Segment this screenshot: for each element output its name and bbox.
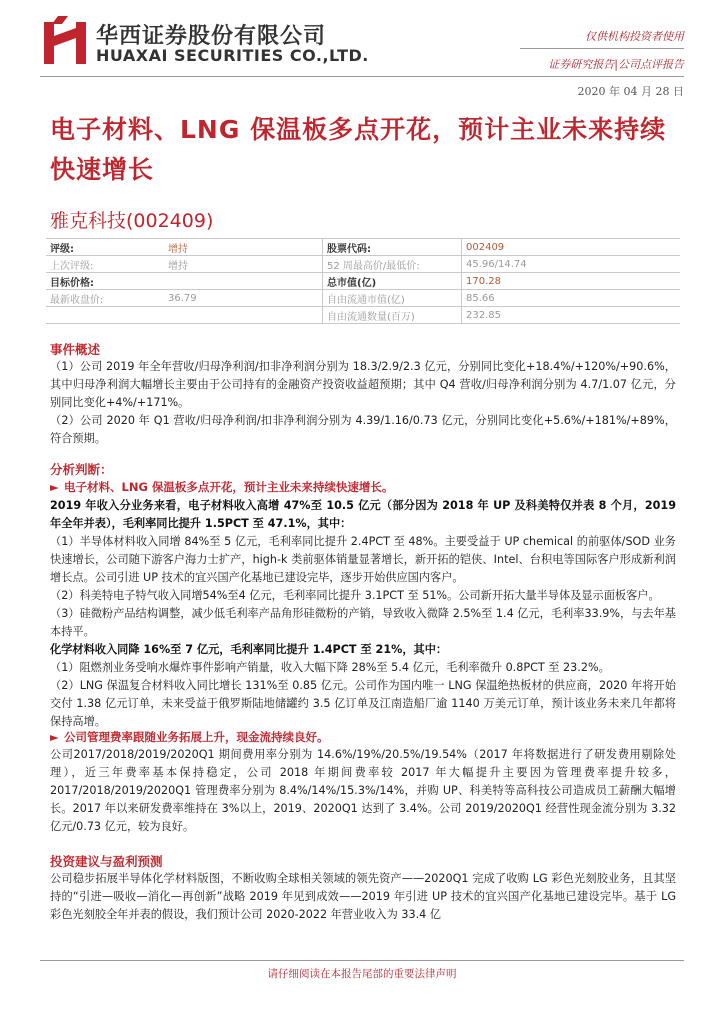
chemical-materials-lead: 化学材料收入同降 16%至 7 亿元，毛利率同比提升 1.4PCT 至 21%，其中： [50,643,448,656]
rating-value: 增持 [164,239,323,256]
analysis-body-2 [50,746,676,836]
bullet-2 [50,729,329,745]
header-divider-short [520,48,684,49]
stock-code-value: 002409 [462,239,681,256]
free-float-cap-label: 自由流通市值(亿) [323,290,462,307]
market-cap-label: 总市值(亿) [323,273,462,290]
bullet-2-text: 公司管理费率跟随业务拓展上升，现金流持续良好。 [64,730,329,744]
huaxi-logo-icon [44,16,86,64]
52w-range-value: 45.96/14.74 [462,256,681,273]
empty-cell [46,307,164,324]
bullet-arrow-icon: ► [50,480,59,494]
report-type-tag: 证券研究报告|公司点评报告 [548,58,684,71]
header-divider [40,76,684,77]
table-row [46,290,680,307]
event-paragraph-2: （2）公司 2020 年 Q1 营收/归母净利润/扣非净利润分别为 4.39/1.16/0.73 亿元，分别同比变化+5.6%/+181%/+89%，符合预期。 [50,414,676,445]
rating-label: 评级: [46,239,164,256]
event-paragraph-1: （1）公司 2019 年全年营收/归母净利润/扣非净利润分别为 18.3/2.9/2.3 亿元，分别同比变化+18.4%/+120%/+90.6%，其中归母净利润大幅增长主要由于公司持有的金融资产投资收益超预期；其中 Q4 营收/归母净利润分别为 4.7/1.07 亿元，分别同比变化+4%/+171%。 [50,360,676,409]
footer-divider [40,960,684,961]
free-float-cap-value: 85.66 [462,290,681,307]
free-float-shares-label: 自由流通数量(百万) [323,307,462,324]
table-row [46,307,680,324]
expense-paragraph: 公司2017/2018/2019/2020Q1 期间费用率分别为 14.6%/19%/20.5%/19.54%（2017 年将数据进行了研发费用剔除处理），近三年费率基本保持稳定，公司 2018 年期间费率较 2017 年大幅提升主要因为管理费率提升较多，2017/2018/2019/2020Q1 管理费率分别为 8.4%/14%/15.3%/14%，并购 UP、科美特等高科技公司造成员工薪酬大幅增长。2017 年以来研发费率维持在 3%以上，2019、2020Q1 达到了 3.4%。公司 2019/2020Q1 经营性现金流分别为 3.32 亿元/0.73 亿元，较为良好。 [50,748,676,833]
prev-rating-value: 增持 [164,256,323,273]
event-heading: 事件概述 [50,342,101,357]
invest-heading: 投资建议与盈利预测 [50,854,163,869]
last-close-label: 最新收盘价: [46,290,164,307]
bullet-arrow-icon: ► [50,730,59,744]
event-body [50,358,676,448]
market-cap-value: 170.28 [462,273,681,290]
prev-rating-label: 上次评级: [46,256,164,273]
empty-cell [164,307,323,324]
target-price-value [164,273,323,290]
electronic-materials-lead: 2019 年收入分业务来看，电子材料收入高增 47%至 10.5 亿元（部分因为 2018 年 UP 及科美特仅并表 8 个月，2019 年全年并表），毛利率同比提升 1.5PCT 至 47.1%，其中： [50,499,676,530]
analysis-heading: 分析判断： [50,462,113,477]
company-name-cn: 华西证券股份有限公司 [96,24,327,49]
semiconductor-paragraph: （1）半导体材料收入同增 84%至 5 亿元，毛利率同比提升 2.4PCT 至 48%。主要受益于 UP chemical 的前驱体/SOD 业务快速增长，公司随下游客户海力士扩产，high-k 类前驱体销量显著增长，新开拓的铠侠、Intel、台积电等国际客户形成新利润增长点。公司引进 UP 技术的宜兴国产化基地已建设完毕，逐步开始供应国内客户。 [50,535,676,584]
invest-paragraph: 公司稳步拓展半导体化学材料版图，不断收购全球相关领域的领先资产——2020Q1 完成了收购 LG 彩色光刻胶业务，且其坚持的“引进—吸收—消化—再创新”战略 2019 年见到成效——2019 年引进 UP 技术的宜兴国产化基地已建设完毕。基于 LG 彩色光刻胶全年并表的假设，我们预计公司 2020-2022 年营业收入为 33.4 亿 [50,872,676,921]
company-name-en: HUAXAI SECURITIES CO.,LTD. [96,46,369,65]
invest-body [50,870,676,924]
report-date: 2020 年 04 月 28 日 [577,85,684,98]
usage-tag: 仅供机构投资者使用 [585,30,684,43]
report-title: 电子材料、LNG 保温板多点开花，预计主业未来持续快速增长 [50,115,667,184]
analysis-body-1 [50,497,676,731]
last-close-value: 36.79 [164,290,323,307]
stock-info-table [46,238,680,324]
target-price-label: 目标价格: [46,273,164,290]
table-row [46,239,680,256]
silica-paragraph: （3）硅微粉产品结构调整，减少低毛利率产品角形硅微粉的产销，导致收入微降 2.5%至 1.4 亿元，毛利率33.9%，与去年基本持平。 [50,607,676,638]
bullet-1 [50,479,393,495]
legal-notice: 请仔细阅读在本报告尾部的重要法律声明 [267,968,457,980]
lng-paragraph: （2）LNG 保温复合材料收入同比增长 131%至 0.85 亿元。公司作为国内唯一 LNG 保温绝热板材的供应商，2020 年将开始交付 1.38 亿元订单，未来受益于俄罗斯陆地储罐约 3.5 亿订单及江南造船厂逾 1140 万美元订单，预计该业务未来几年都将保持高增。 [50,679,676,728]
bullet-1-text: 电子材料、LNG 保温板多点开花，预计主业未来持续快速增长。 [64,480,394,494]
stock-name: 雅克科技(002409) [50,210,214,232]
stock-code-label: 股票代码: [323,239,462,256]
gas-paragraph: （2）科美特电子特气收入同增54%至4 亿元，毛利率同比提升 3.1PCT 至 51%。公司新开拓大量半导体及显示面板客户。 [50,589,660,602]
table-row [46,256,680,273]
free-float-shares-value: 232.85 [462,307,681,324]
table-row [46,273,680,290]
52w-range-label: 52 周最高价/最低价: [323,256,462,273]
flame-retardant-paragraph: （1）阻燃剂业务受响水爆炸事件影响产销量，收入大幅下降 28%至 5.4 亿元，毛利率微升 0.8PCT 至 23.2%。 [50,661,610,674]
